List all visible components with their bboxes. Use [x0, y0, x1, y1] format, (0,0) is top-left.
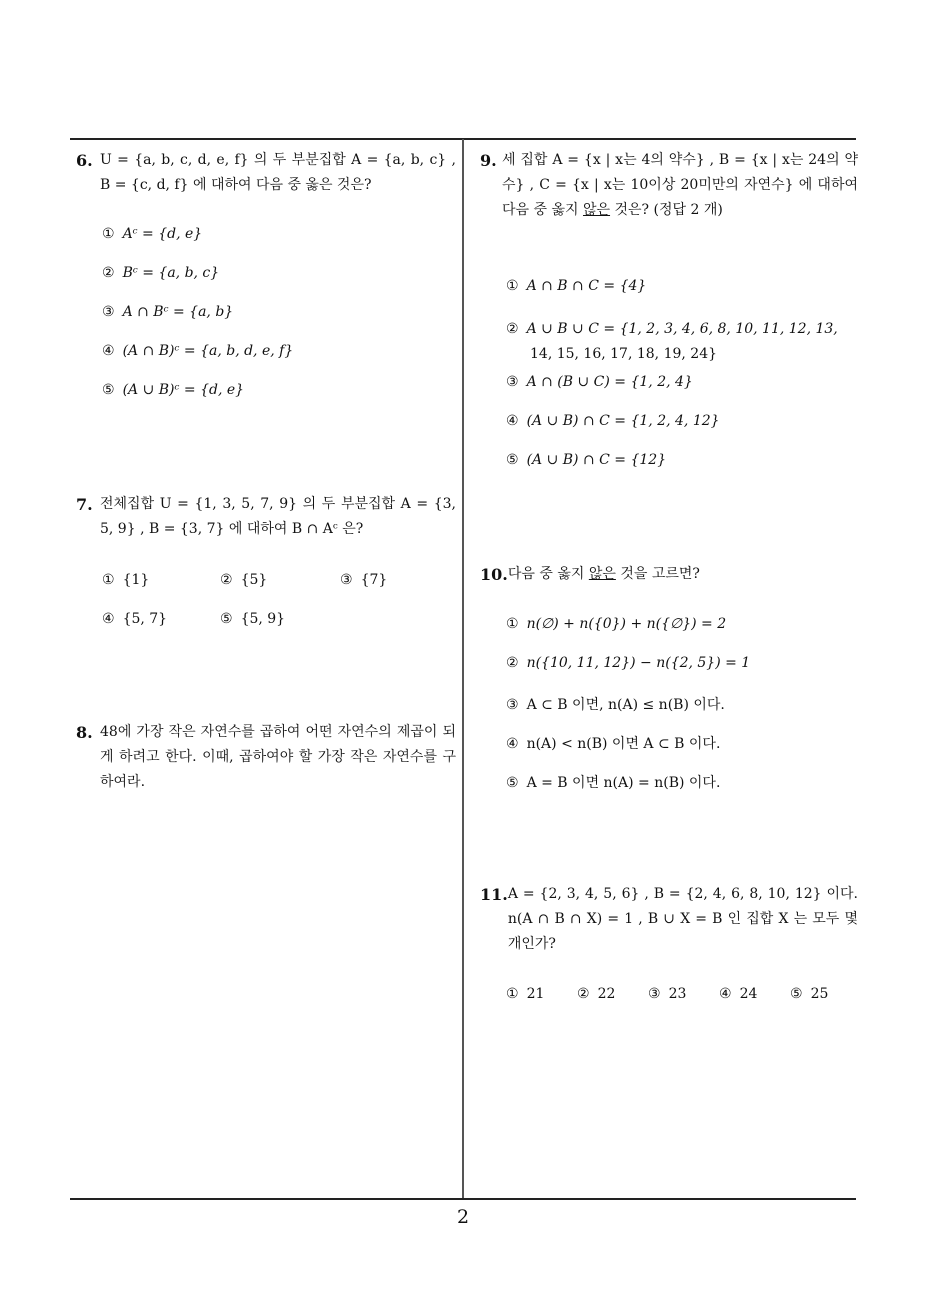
option-mark: ③ [506, 374, 519, 390]
option-mark: ② [102, 265, 115, 281]
question-number: 11. [480, 885, 508, 904]
option-4[interactable] [506, 413, 720, 429]
question-stem [502, 148, 858, 223]
option-5[interactable] [506, 772, 720, 792]
option-text: A ∩ (B ∪ C) = {1, 2, 4} [526, 374, 693, 390]
option-3[interactable] [648, 986, 686, 1002]
option-mark: ④ [506, 736, 519, 752]
option-1[interactable] [506, 986, 544, 1002]
option-text: (A ∪ B) ∩ C = {1, 2, 4, 12} [526, 413, 720, 429]
question-stem: 전체집합 U = {1, 3, 5, 7, 9} 의 두 부분집합 A = {3, 5, 9} , B = {3, 7} 에 대하여 B ∩ Aᶜ 은? [100, 496, 456, 537]
option-text: {1} [122, 572, 150, 588]
option-2[interactable] [220, 572, 267, 588]
option-mark: ④ [506, 413, 519, 429]
question-number: 6. [76, 151, 93, 170]
option-4[interactable] [102, 343, 293, 359]
question-number: 10. [480, 565, 508, 584]
option-mark: ③ [102, 304, 115, 320]
question-number: 7. [76, 495, 93, 514]
option-text: (A ∪ B) ∩ C = {12} [526, 452, 667, 468]
option-mark: ⑤ [102, 382, 115, 398]
option-text: (A ∩ B)ᶜ = {a, b, d, e, f} [122, 343, 294, 359]
option-mark: ② [220, 572, 233, 588]
question-number: 8. [76, 723, 93, 742]
option-text: Bᶜ = {a, b, c} [122, 265, 220, 281]
question-7 [76, 492, 456, 642]
option-text: {5, 9} [240, 611, 286, 627]
question-stem: A = {2, 3, 4, 5, 6} , B = {2, 4, 6, 8, 10, 12} 이다. n(A ∩ B ∩ X) = 1 , B ∪ X = B 인 집합 X 는 모두 몇 개인가? [507, 886, 858, 952]
stem-text-before: 다음 중 옳지 [507, 566, 589, 582]
option-4[interactable] [102, 611, 167, 627]
option-mark: ② [506, 321, 519, 337]
option-text: 22 [597, 986, 616, 1002]
question-6 [76, 148, 456, 408]
option-mark: ④ [719, 986, 732, 1002]
question-stem: U = {a, b, c, d, e, f} 의 두 부분집합 A = {a, b, c} , B = {c, d, f} 에 대하여 다음 중 옳은 것은? [100, 152, 456, 193]
bottom-rule [70, 1198, 856, 1200]
question-stem: 48에 가장 작은 자연수를 곱하여 어떤 자연수의 제곱이 되게 하려고 한다. 이때, 곱하여야 할 가장 작은 자연수를 구하여라. [100, 724, 456, 790]
option-mark: ① [506, 278, 519, 294]
option-mark: ④ [102, 611, 115, 627]
option-text: {5} [240, 572, 268, 588]
stem-underline: 않은 [588, 566, 616, 582]
option-2[interactable] [577, 986, 615, 1002]
option-2[interactable] [506, 655, 750, 671]
question-9 [480, 148, 858, 478]
option-mark: ④ [102, 343, 115, 359]
column-divider [462, 139, 464, 1199]
option-5[interactable] [790, 986, 828, 1002]
option-text: (A ∪ B)ᶜ = {d, e} [122, 382, 245, 398]
option-mark: ⑤ [790, 986, 803, 1002]
question-stem [508, 562, 858, 587]
option-4[interactable] [719, 986, 757, 1002]
option-text: A ∩ B ∩ C = {4} [526, 278, 647, 294]
option-text: n(A) < n(B) 이면 A ⊂ B 이다. [526, 736, 721, 752]
option-mark: ⑤ [506, 775, 519, 791]
option-3[interactable] [340, 572, 387, 588]
option-text: 21 [526, 986, 545, 1002]
question-8 [76, 720, 456, 810]
option-2[interactable] [506, 317, 838, 367]
option-2[interactable] [102, 265, 219, 281]
option-mark: ① [506, 616, 519, 632]
option-1[interactable] [506, 278, 646, 294]
option-1[interactable] [102, 226, 202, 242]
option-text: A ⊂ B 이면, n(A) ≤ n(B) 이다. [526, 697, 725, 713]
option-4[interactable] [506, 733, 720, 753]
question-11 [480, 882, 858, 1012]
option-1[interactable] [506, 616, 726, 632]
option-3[interactable] [506, 374, 693, 390]
option-1[interactable] [102, 572, 149, 588]
page-number: 2 [456, 1206, 470, 1228]
option-mark: ② [506, 655, 519, 671]
option-5[interactable] [102, 382, 244, 398]
option-text: Aᶜ = {d, e} [122, 226, 203, 242]
option-text: {5, 7} [122, 611, 168, 627]
question-number: 9. [480, 151, 497, 170]
option-mark: ⑤ [506, 452, 519, 468]
option-text: A ∪ B ∪ C = {1, 2, 3, 4, 6, 8, 10, 11, 12, 13, [526, 321, 838, 337]
option-mark: ① [506, 986, 519, 1002]
stem-underline: 않은 [582, 202, 611, 218]
option-mark: ③ [506, 697, 519, 713]
option-mark: ① [102, 226, 115, 242]
option-text: A = B 이면 n(A) = n(B) 이다. [526, 775, 721, 791]
stem-text-after: 것을 고르면? [615, 566, 700, 582]
stem-text-after: 것은? (정답 2 개) [610, 202, 723, 218]
option-mark: ① [102, 572, 115, 588]
stem-text-before: 세 집합 A = {x | x는 4의 약수} , B = {x | x는 24의 약수} , C = {x | x는 10이상 20미만의 자연수} 에 대하여 다음 중 옳지 [502, 152, 858, 218]
option-text: n(∅) + n({0}) + n({∅}) = 2 [526, 616, 727, 632]
option-5[interactable] [220, 611, 285, 627]
option-mark: ③ [648, 986, 661, 1002]
option-mark: ⑤ [220, 611, 233, 627]
question-10 [480, 562, 858, 802]
option-3[interactable] [102, 304, 233, 320]
option-text: {7} [360, 572, 388, 588]
option-5[interactable] [506, 452, 666, 468]
option-3[interactable] [506, 694, 725, 714]
option-text: A ∩ Bᶜ = {a, b} [122, 304, 234, 320]
option-text-continued: 14, 15, 16, 17, 18, 19, 24} [530, 346, 718, 362]
option-mark: ② [577, 986, 590, 1002]
option-text: 24 [739, 986, 758, 1002]
option-mark: ③ [340, 572, 353, 588]
option-text: 25 [810, 986, 829, 1002]
option-text: 23 [668, 986, 687, 1002]
option-text: n({10, 11, 12}) − n({2, 5}) = 1 [526, 655, 751, 671]
